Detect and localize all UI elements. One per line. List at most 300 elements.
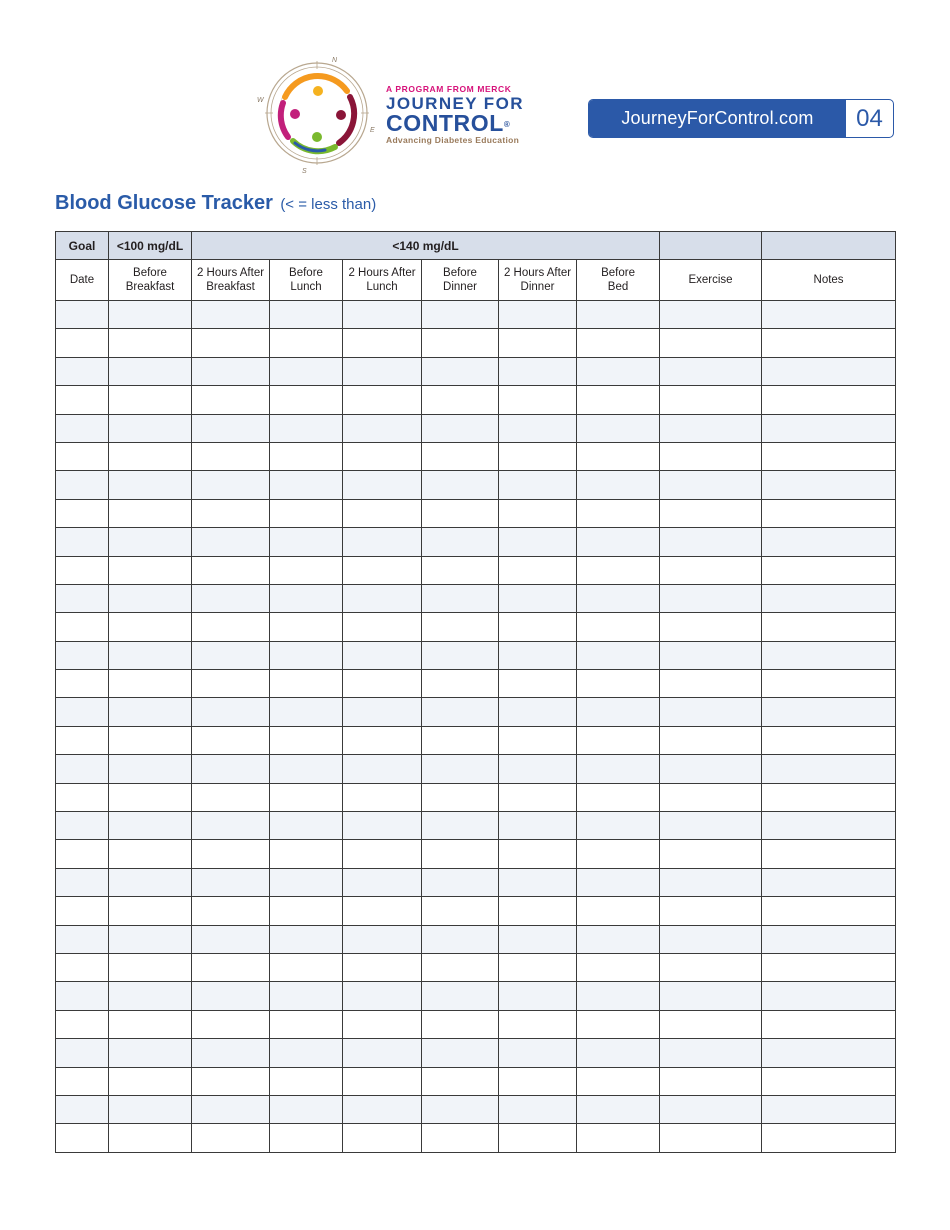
entry-cell[interactable] [109, 414, 192, 442]
entry-cell[interactable] [343, 329, 422, 357]
entry-cell[interactable] [109, 953, 192, 981]
entry-cell[interactable] [660, 584, 762, 612]
entry-cell[interactable] [270, 953, 343, 981]
entry-cell[interactable] [56, 584, 109, 612]
entry-cell[interactable] [270, 357, 343, 385]
entry-cell[interactable] [56, 982, 109, 1010]
entry-cell[interactable] [762, 812, 896, 840]
entry-cell[interactable] [499, 499, 577, 527]
entry-cell[interactable] [109, 357, 192, 385]
entry-cell[interactable] [762, 584, 896, 612]
entry-cell[interactable] [343, 1039, 422, 1067]
entry-cell[interactable] [270, 414, 343, 442]
entry-cell[interactable] [422, 499, 499, 527]
entry-cell[interactable] [660, 1039, 762, 1067]
entry-cell[interactable] [270, 670, 343, 698]
entry-cell[interactable] [343, 755, 422, 783]
entry-cell[interactable] [499, 584, 577, 612]
entry-cell[interactable] [422, 982, 499, 1010]
entry-cell[interactable] [192, 698, 270, 726]
entry-cell[interactable] [192, 1067, 270, 1095]
entry-cell[interactable] [499, 925, 577, 953]
entry-cell[interactable] [343, 1124, 422, 1152]
entry-cell[interactable] [422, 698, 499, 726]
entry-cell[interactable] [660, 471, 762, 499]
entry-cell[interactable] [422, 897, 499, 925]
entry-cell[interactable] [192, 471, 270, 499]
entry-cell[interactable] [56, 641, 109, 669]
entry-cell[interactable] [343, 499, 422, 527]
entry-cell[interactable] [577, 329, 660, 357]
entry-cell[interactable] [499, 868, 577, 896]
entry-cell[interactable] [499, 1124, 577, 1152]
entry-cell[interactable] [192, 442, 270, 470]
entry-cell[interactable] [56, 925, 109, 953]
entry-cell[interactable] [499, 897, 577, 925]
entry-cell[interactable] [577, 357, 660, 385]
entry-cell[interactable] [577, 613, 660, 641]
entry-cell[interactable] [577, 641, 660, 669]
entry-cell[interactable] [343, 471, 422, 499]
entry-cell[interactable] [499, 442, 577, 470]
entry-cell[interactable] [109, 528, 192, 556]
entry-cell[interactable] [762, 329, 896, 357]
entry-cell[interactable] [343, 641, 422, 669]
entry-cell[interactable] [270, 1095, 343, 1123]
entry-cell[interactable] [762, 556, 896, 584]
entry-cell[interactable] [660, 1067, 762, 1095]
entry-cell[interactable] [577, 1067, 660, 1095]
entry-cell[interactable] [109, 925, 192, 953]
entry-cell[interactable] [499, 982, 577, 1010]
entry-cell[interactable] [660, 386, 762, 414]
entry-cell[interactable] [422, 528, 499, 556]
entry-cell[interactable] [499, 386, 577, 414]
entry-cell[interactable] [660, 982, 762, 1010]
entry-cell[interactable] [577, 670, 660, 698]
entry-cell[interactable] [343, 613, 422, 641]
entry-cell[interactable] [192, 1039, 270, 1067]
entry-cell[interactable] [192, 897, 270, 925]
entry-cell[interactable] [762, 726, 896, 754]
entry-cell[interactable] [577, 1124, 660, 1152]
entry-cell[interactable] [422, 812, 499, 840]
entry-cell[interactable] [270, 301, 343, 329]
entry-cell[interactable] [56, 1039, 109, 1067]
entry-cell[interactable] [270, 868, 343, 896]
entry-cell[interactable] [577, 726, 660, 754]
entry-cell[interactable] [270, 840, 343, 868]
entry-cell[interactable] [270, 755, 343, 783]
entry-cell[interactable] [577, 386, 660, 414]
entry-cell[interactable] [660, 329, 762, 357]
entry-cell[interactable] [577, 1095, 660, 1123]
entry-cell[interactable] [762, 528, 896, 556]
entry-cell[interactable] [499, 556, 577, 584]
entry-cell[interactable] [577, 755, 660, 783]
entry-cell[interactable] [762, 925, 896, 953]
entry-cell[interactable] [192, 641, 270, 669]
entry-cell[interactable] [270, 1039, 343, 1067]
entry-cell[interactable] [56, 386, 109, 414]
entry-cell[interactable] [660, 670, 762, 698]
entry-cell[interactable] [660, 897, 762, 925]
entry-cell[interactable] [343, 556, 422, 584]
entry-cell[interactable] [343, 414, 422, 442]
entry-cell[interactable] [422, 868, 499, 896]
entry-cell[interactable] [343, 840, 422, 868]
entry-cell[interactable] [577, 982, 660, 1010]
entry-cell[interactable] [577, 414, 660, 442]
entry-cell[interactable] [192, 982, 270, 1010]
entry-cell[interactable] [109, 670, 192, 698]
entry-cell[interactable] [109, 613, 192, 641]
entry-cell[interactable] [270, 528, 343, 556]
entry-cell[interactable] [660, 528, 762, 556]
entry-cell[interactable] [109, 755, 192, 783]
entry-cell[interactable] [762, 1039, 896, 1067]
entry-cell[interactable] [499, 840, 577, 868]
entry-cell[interactable] [499, 414, 577, 442]
entry-cell[interactable] [109, 386, 192, 414]
entry-cell[interactable] [56, 953, 109, 981]
entry-cell[interactable] [422, 641, 499, 669]
entry-cell[interactable] [660, 357, 762, 385]
entry-cell[interactable] [762, 953, 896, 981]
entry-cell[interactable] [577, 783, 660, 811]
entry-cell[interactable] [577, 471, 660, 499]
entry-cell[interactable] [270, 329, 343, 357]
entry-cell[interactable] [577, 897, 660, 925]
entry-cell[interactable] [422, 471, 499, 499]
entry-cell[interactable] [499, 670, 577, 698]
entry-cell[interactable] [109, 840, 192, 868]
entry-cell[interactable] [270, 1010, 343, 1038]
entry-cell[interactable] [422, 357, 499, 385]
entry-cell[interactable] [499, 1039, 577, 1067]
entry-cell[interactable] [56, 1067, 109, 1095]
entry-cell[interactable] [56, 499, 109, 527]
entry-cell[interactable] [270, 1067, 343, 1095]
entry-cell[interactable] [422, 556, 499, 584]
entry-cell[interactable] [343, 442, 422, 470]
entry-cell[interactable] [270, 982, 343, 1010]
entry-cell[interactable] [192, 301, 270, 329]
entry-cell[interactable] [343, 726, 422, 754]
entry-cell[interactable] [56, 1010, 109, 1038]
entry-cell[interactable] [270, 783, 343, 811]
entry-cell[interactable] [422, 1067, 499, 1095]
entry-cell[interactable] [577, 442, 660, 470]
entry-cell[interactable] [56, 868, 109, 896]
entry-cell[interactable] [762, 1124, 896, 1152]
entry-cell[interactable] [422, 1010, 499, 1038]
entry-cell[interactable] [56, 755, 109, 783]
entry-cell[interactable] [192, 556, 270, 584]
entry-cell[interactable] [660, 1095, 762, 1123]
entry-cell[interactable] [343, 812, 422, 840]
entry-cell[interactable] [270, 925, 343, 953]
entry-cell[interactable] [109, 329, 192, 357]
entry-cell[interactable] [422, 1124, 499, 1152]
entry-cell[interactable] [56, 613, 109, 641]
entry-cell[interactable] [270, 641, 343, 669]
entry-cell[interactable] [422, 670, 499, 698]
entry-cell[interactable] [577, 1010, 660, 1038]
entry-cell[interactable] [577, 556, 660, 584]
entry-cell[interactable] [762, 783, 896, 811]
entry-cell[interactable] [577, 528, 660, 556]
entry-cell[interactable] [660, 812, 762, 840]
entry-cell[interactable] [660, 953, 762, 981]
entry-cell[interactable] [192, 357, 270, 385]
entry-cell[interactable] [660, 868, 762, 896]
entry-cell[interactable] [762, 471, 896, 499]
entry-cell[interactable] [270, 897, 343, 925]
entry-cell[interactable] [270, 442, 343, 470]
entry-cell[interactable] [762, 698, 896, 726]
entry-cell[interactable] [762, 641, 896, 669]
entry-cell[interactable] [56, 301, 109, 329]
entry-cell[interactable] [343, 1095, 422, 1123]
entry-cell[interactable] [762, 414, 896, 442]
entry-cell[interactable] [109, 982, 192, 1010]
entry-cell[interactable] [270, 584, 343, 612]
entry-cell[interactable] [499, 528, 577, 556]
entry-cell[interactable] [499, 726, 577, 754]
entry-cell[interactable] [577, 698, 660, 726]
entry-cell[interactable] [343, 783, 422, 811]
entry-cell[interactable] [192, 868, 270, 896]
entry-cell[interactable] [192, 953, 270, 981]
entry-cell[interactable] [56, 812, 109, 840]
entry-cell[interactable] [109, 641, 192, 669]
entry-cell[interactable] [422, 953, 499, 981]
entry-cell[interactable] [499, 953, 577, 981]
entry-cell[interactable] [192, 812, 270, 840]
entry-cell[interactable] [762, 755, 896, 783]
entry-cell[interactable] [270, 812, 343, 840]
entry-cell[interactable] [422, 301, 499, 329]
entry-cell[interactable] [762, 1095, 896, 1123]
entry-cell[interactable] [660, 556, 762, 584]
entry-cell[interactable] [192, 386, 270, 414]
entry-cell[interactable] [660, 1010, 762, 1038]
entry-cell[interactable] [109, 726, 192, 754]
entry-cell[interactable] [660, 755, 762, 783]
entry-cell[interactable] [192, 584, 270, 612]
entry-cell[interactable] [422, 414, 499, 442]
entry-cell[interactable] [422, 613, 499, 641]
entry-cell[interactable] [56, 1095, 109, 1123]
entry-cell[interactable] [56, 726, 109, 754]
entry-cell[interactable] [192, 840, 270, 868]
entry-cell[interactable] [192, 1095, 270, 1123]
entry-cell[interactable] [660, 783, 762, 811]
entry-cell[interactable] [660, 301, 762, 329]
entry-cell[interactable] [270, 386, 343, 414]
entry-cell[interactable] [762, 301, 896, 329]
entry-cell[interactable] [270, 698, 343, 726]
entry-cell[interactable] [343, 897, 422, 925]
entry-cell[interactable] [762, 840, 896, 868]
entry-cell[interactable] [109, 471, 192, 499]
entry-cell[interactable] [109, 442, 192, 470]
entry-cell[interactable] [660, 641, 762, 669]
entry-cell[interactable] [499, 471, 577, 499]
entry-cell[interactable] [499, 613, 577, 641]
entry-cell[interactable] [660, 499, 762, 527]
entry-cell[interactable] [762, 386, 896, 414]
entry-cell[interactable] [343, 528, 422, 556]
entry-cell[interactable] [192, 414, 270, 442]
entry-cell[interactable] [56, 670, 109, 698]
entry-cell[interactable] [192, 755, 270, 783]
entry-cell[interactable] [343, 386, 422, 414]
entry-cell[interactable] [762, 897, 896, 925]
entry-cell[interactable] [270, 471, 343, 499]
entry-cell[interactable] [422, 840, 499, 868]
entry-cell[interactable] [270, 1124, 343, 1152]
entry-cell[interactable] [270, 613, 343, 641]
entry-cell[interactable] [343, 698, 422, 726]
entry-cell[interactable] [109, 584, 192, 612]
entry-cell[interactable] [192, 613, 270, 641]
entry-cell[interactable] [660, 1124, 762, 1152]
entry-cell[interactable] [56, 897, 109, 925]
entry-cell[interactable] [499, 698, 577, 726]
entry-cell[interactable] [422, 783, 499, 811]
entry-cell[interactable] [109, 1010, 192, 1038]
entry-cell[interactable] [343, 301, 422, 329]
entry-cell[interactable] [762, 442, 896, 470]
entry-cell[interactable] [56, 1124, 109, 1152]
entry-cell[interactable] [56, 414, 109, 442]
entry-cell[interactable] [192, 783, 270, 811]
entry-cell[interactable] [422, 584, 499, 612]
entry-cell[interactable] [56, 698, 109, 726]
entry-cell[interactable] [577, 584, 660, 612]
entry-cell[interactable] [109, 301, 192, 329]
entry-cell[interactable] [270, 556, 343, 584]
entry-cell[interactable] [109, 897, 192, 925]
entry-cell[interactable] [660, 442, 762, 470]
entry-cell[interactable] [109, 1039, 192, 1067]
entry-cell[interactable] [192, 1124, 270, 1152]
entry-cell[interactable] [422, 1039, 499, 1067]
entry-cell[interactable] [109, 1124, 192, 1152]
entry-cell[interactable] [762, 982, 896, 1010]
entry-cell[interactable] [499, 357, 577, 385]
entry-cell[interactable] [762, 613, 896, 641]
entry-cell[interactable] [109, 698, 192, 726]
entry-cell[interactable] [56, 556, 109, 584]
entry-cell[interactable] [660, 698, 762, 726]
entry-cell[interactable] [499, 641, 577, 669]
entry-cell[interactable] [109, 556, 192, 584]
entry-cell[interactable] [109, 1067, 192, 1095]
entry-cell[interactable] [109, 868, 192, 896]
entry-cell[interactable] [343, 953, 422, 981]
entry-cell[interactable] [762, 499, 896, 527]
entry-cell[interactable] [499, 783, 577, 811]
entry-cell[interactable] [660, 414, 762, 442]
entry-cell[interactable] [343, 1010, 422, 1038]
entry-cell[interactable] [499, 812, 577, 840]
entry-cell[interactable] [109, 499, 192, 527]
entry-cell[interactable] [109, 812, 192, 840]
entry-cell[interactable] [762, 670, 896, 698]
entry-cell[interactable] [422, 1095, 499, 1123]
entry-cell[interactable] [192, 925, 270, 953]
entry-cell[interactable] [499, 329, 577, 357]
entry-cell[interactable] [422, 755, 499, 783]
entry-cell[interactable] [577, 812, 660, 840]
entry-cell[interactable] [343, 357, 422, 385]
entry-cell[interactable] [422, 726, 499, 754]
entry-cell[interactable] [270, 499, 343, 527]
entry-cell[interactable] [192, 499, 270, 527]
entry-cell[interactable] [109, 1095, 192, 1123]
entry-cell[interactable] [499, 1067, 577, 1095]
entry-cell[interactable] [762, 1067, 896, 1095]
entry-cell[interactable] [577, 868, 660, 896]
entry-cell[interactable] [422, 329, 499, 357]
entry-cell[interactable] [499, 301, 577, 329]
entry-cell[interactable] [56, 528, 109, 556]
entry-cell[interactable] [343, 670, 422, 698]
entry-cell[interactable] [270, 726, 343, 754]
entry-cell[interactable] [660, 726, 762, 754]
entry-cell[interactable] [343, 1067, 422, 1095]
entry-cell[interactable] [56, 840, 109, 868]
entry-cell[interactable] [56, 357, 109, 385]
entry-cell[interactable] [343, 982, 422, 1010]
entry-cell[interactable] [762, 868, 896, 896]
entry-cell[interactable] [577, 499, 660, 527]
entry-cell[interactable] [56, 329, 109, 357]
entry-cell[interactable] [343, 584, 422, 612]
entry-cell[interactable] [422, 386, 499, 414]
entry-cell[interactable] [192, 1010, 270, 1038]
entry-cell[interactable] [660, 925, 762, 953]
entry-cell[interactable] [109, 783, 192, 811]
entry-cell[interactable] [192, 329, 270, 357]
entry-cell[interactable] [499, 755, 577, 783]
entry-cell[interactable] [192, 726, 270, 754]
entry-cell[interactable] [56, 783, 109, 811]
entry-cell[interactable] [577, 301, 660, 329]
entry-cell[interactable] [422, 925, 499, 953]
entry-cell[interactable] [499, 1010, 577, 1038]
entry-cell[interactable] [577, 953, 660, 981]
entry-cell[interactable] [577, 840, 660, 868]
entry-cell[interactable] [56, 442, 109, 470]
entry-cell[interactable] [762, 357, 896, 385]
entry-cell[interactable] [660, 840, 762, 868]
entry-cell[interactable] [192, 670, 270, 698]
entry-cell[interactable] [577, 1039, 660, 1067]
entry-cell[interactable] [762, 1010, 896, 1038]
entry-cell[interactable] [499, 1095, 577, 1123]
entry-cell[interactable] [56, 471, 109, 499]
entry-cell[interactable] [660, 613, 762, 641]
entry-cell[interactable] [192, 528, 270, 556]
entry-cell[interactable] [577, 925, 660, 953]
entry-cell[interactable] [422, 442, 499, 470]
entry-cell[interactable] [343, 925, 422, 953]
entry-cell[interactable] [343, 868, 422, 896]
